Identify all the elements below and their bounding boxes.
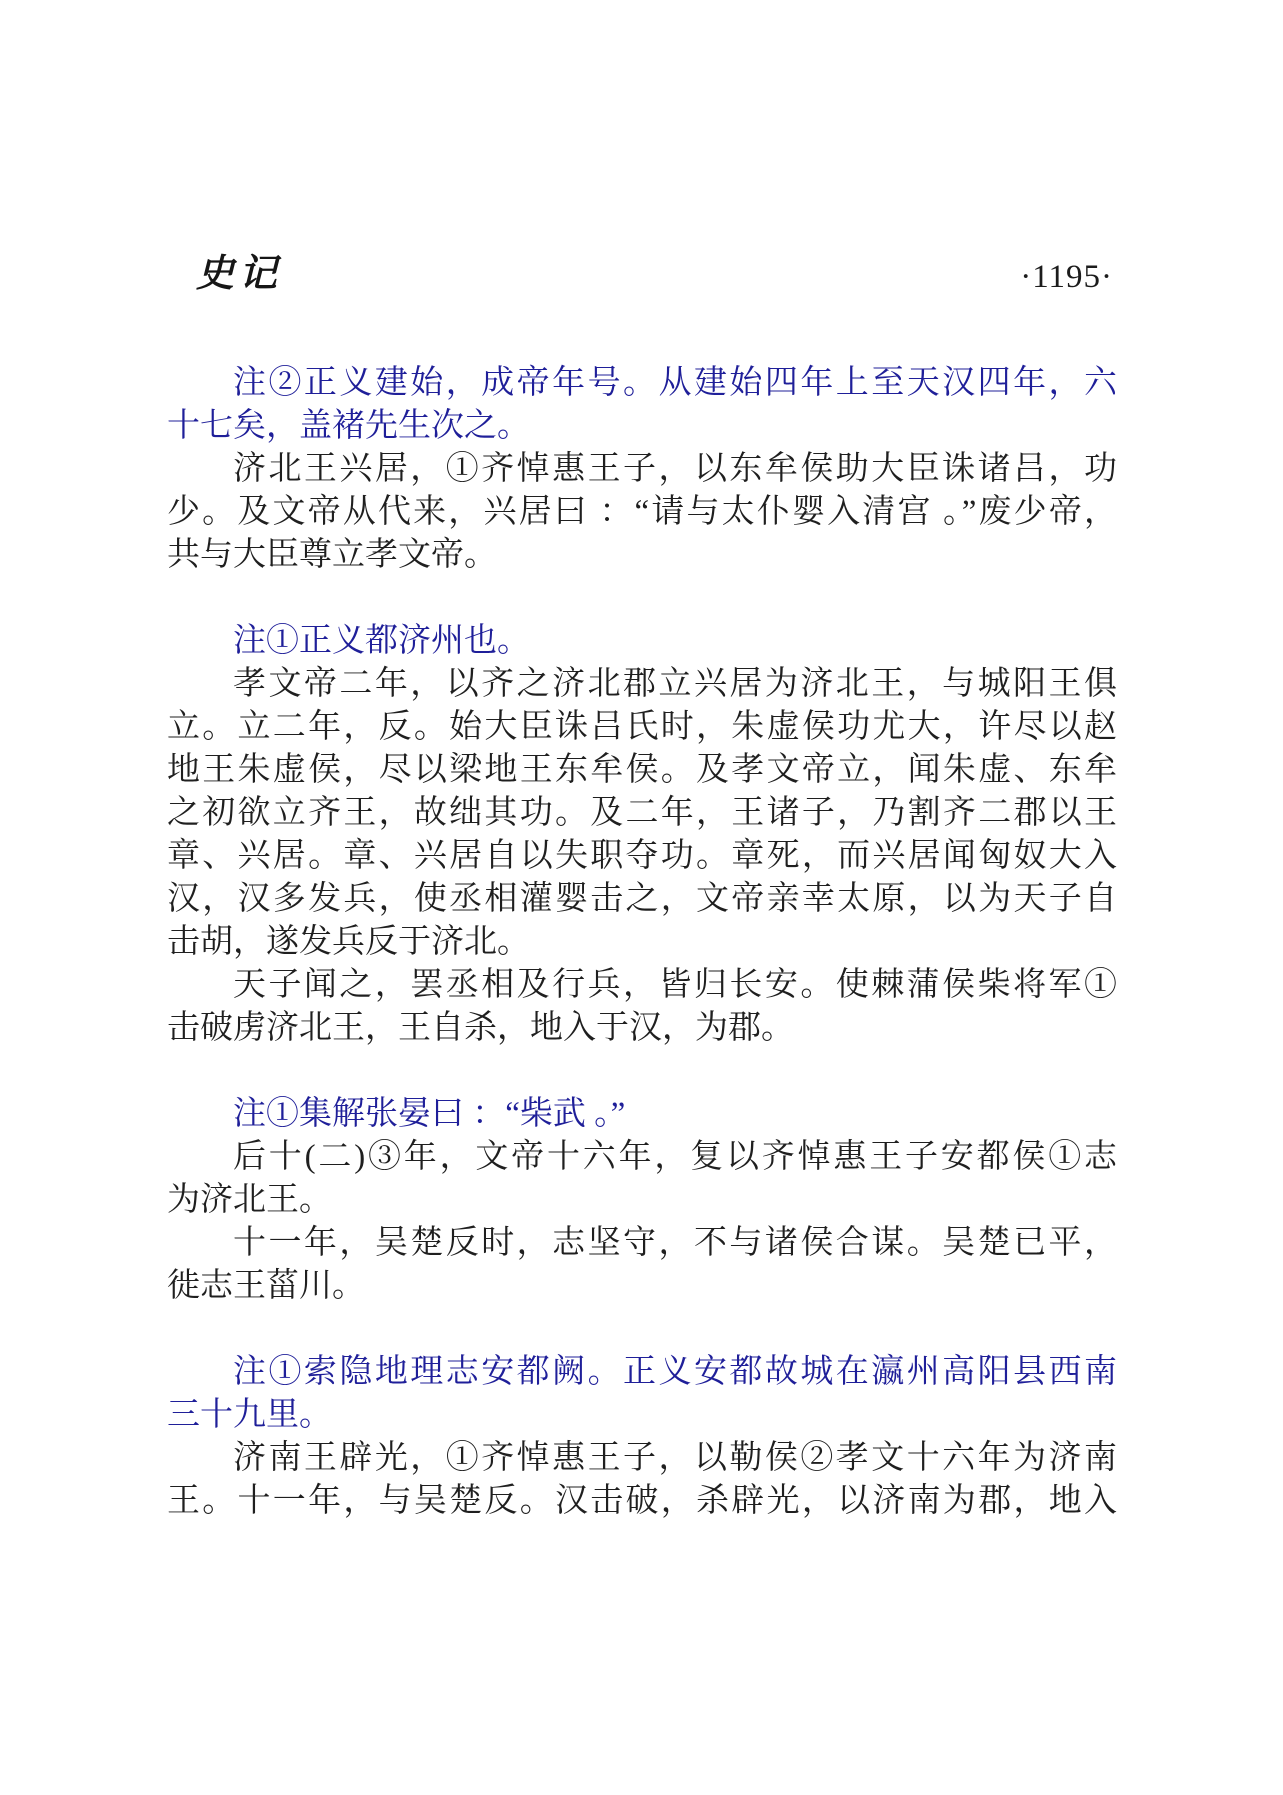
text-line: 共与大臣尊立孝文帝。 (167, 537, 497, 573)
annotation-line: 注①正义都济州也。 (233, 623, 530, 659)
text-line: 地王朱虚侯，尽以梁地王东牟侯。及孝文帝立，闻朱虚、东牟 (167, 752, 1117, 788)
text-line: 十一年，吴楚反时，志坚守，不与诸侯合谋。吴楚已平， (233, 1225, 1117, 1261)
annotation-line: 十七矣，盖褚先生次之。 (167, 408, 530, 444)
page-number: ·1195· (1020, 259, 1113, 295)
annotation-line: 三十九里。 (167, 1397, 332, 1433)
page-header (168, 252, 1115, 302)
text-line: 后十(二)③年，文帝十六年，复以齐悼惠王子安都侯①志 (233, 1139, 1117, 1175)
annotation-line: 注①集解张晏曰 ：“柴武 。” (233, 1096, 626, 1132)
text-line: 孝文帝二年，以齐之济北郡立兴居为济北王，与城阳王俱 (233, 666, 1117, 702)
annotation-line: 注①索隐地理志安都阙。正义安都故城在瀛州高阳县西南 (233, 1354, 1117, 1390)
text-line: 济南王辟光，①齐悼惠王子，以勒侯②孝文十六年为济南 (233, 1440, 1117, 1476)
text-line: 章、兴居。章、兴居自以失职夺功。章死，而兴居闻匈奴大入 (167, 838, 1117, 874)
body-text (167, 362, 1117, 1523)
text-line: 汉，汉多发兵，使丞相灌婴击之，文帝亲幸太原，以为天子自 (167, 881, 1117, 917)
annotation-line: 注②正义建始，成帝年号。从建始四年上至天汉四年，六 (233, 365, 1117, 401)
text-line: 徙志王菑川。 (167, 1268, 365, 1304)
text-line: 之初欲立齐王，故绌其功。及二年，王诸子，乃割齐二郡以王 (167, 795, 1117, 831)
text-line: 天子闻之，罢丞相及行兵，皆归长安。使棘蒲侯柴将军① (233, 967, 1117, 1003)
text-line: 少。及文帝从代来，兴居曰 ：“请与太仆婴入清宫 。”废少帝， (167, 494, 1117, 530)
text-line: 王。十一年，与吴楚反。汉击破，杀辟光，以济南为郡，地入 (167, 1483, 1117, 1519)
text-line: 济北王兴居，①齐悼惠王子，以东牟侯助大臣诛诸吕，功 (233, 451, 1117, 487)
text-line: 击胡，遂发兵反于济北。 (167, 924, 530, 960)
text-line: 击破虏济北王，王自杀，地入于汉，为郡。 (167, 1010, 794, 1046)
book-title: 史记 (196, 253, 283, 295)
text-line: 为济北王。 (167, 1182, 332, 1218)
text-line: 立。立二年，反。始大臣诛吕氏时，朱虚侯功尤大，许尽以赵 (167, 709, 1117, 745)
